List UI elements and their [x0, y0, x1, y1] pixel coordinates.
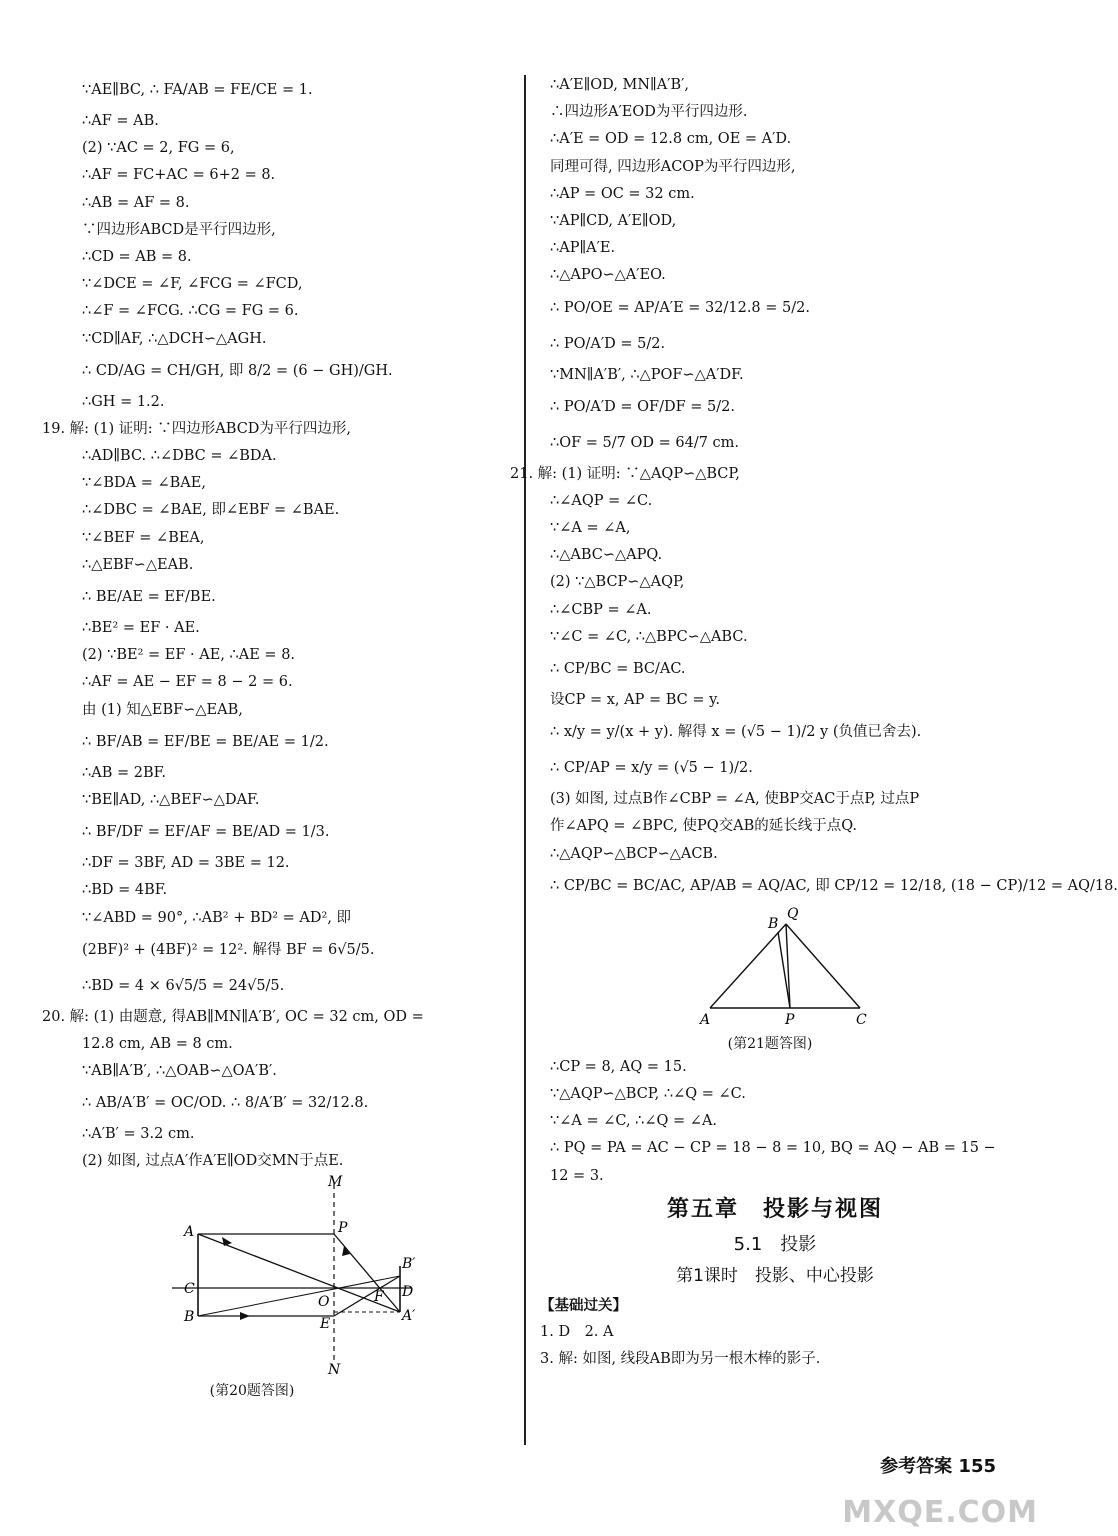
left-column	[42, 72, 512, 1399]
right-text-2-line: 12 = 3.	[550, 1167, 604, 1184]
left-text-line: ∴AF = FC+AC = 6+2 = 8.	[82, 167, 276, 184]
right-solution-text	[510, 72, 1118, 904]
right-text-line: ∴ PO/A′D = OF/DF = 5/2.	[550, 398, 735, 415]
right-text-line: ∴△APO∽△A′EO.	[550, 267, 666, 284]
left-text-line: (2BF)² + (4BF)² = 12². 解得 BF = 6√5/5.	[82, 941, 375, 958]
fig20-label-F: F	[374, 1288, 384, 1305]
right-solution-text-2	[540, 1054, 1010, 1190]
right-text-2-line: ∴ PQ = PA = AC − CP = 18 − 8 = 10, BQ = AQ − AB = 15 −	[550, 1140, 996, 1157]
fig21-label-A: A	[700, 1011, 711, 1028]
right-text-line: ∴ CP/BC = BC/AC, AP/AB = AQ/AC, 即 CP/12 = 12/18, (18 − CP)/12 = AQ/18.	[550, 877, 1118, 894]
right-text-2-line: ∴CP = 8, AQ = 15.	[550, 1058, 687, 1075]
fig20-label-D: D	[402, 1283, 414, 1300]
answer-line-2: 3. 解: 如图, 线段AB即为另一根木棒的影子.	[540, 1351, 821, 1368]
left-text-line: ∴ CD/AG = CH/GH, 即 8/2 = (6 − GH)/GH.	[82, 362, 393, 379]
left-text-line: ∴CD = AB = 8.	[82, 248, 192, 265]
right-text-line: ∴∠AQP = ∠C.	[550, 492, 653, 509]
figure-20	[72, 1173, 512, 1399]
left-text-line: ∴ BE/AE = EF/BE.	[82, 589, 216, 605]
right-text-line: ∴A′E∥OD, MN∥A′B′,	[550, 77, 690, 93]
left-text-line: ∴GH = 1.2.	[82, 393, 165, 410]
left-text-line: ∵∠BDA = ∠BAE,	[82, 475, 206, 492]
figure-21-caption: (第21题答图)	[727, 1035, 813, 1052]
right-text-line: ∴ PO/A′D = 5/2.	[550, 335, 666, 352]
left-text-line: ∵四边形ABCD是平行四边形,	[82, 221, 276, 238]
left-text-line: ∴∠DBC = ∠BAE, 即∠EBF = ∠BAE.	[82, 502, 340, 519]
left-text-line: 由 (1) 知△EBF∽△EAB,	[82, 701, 243, 718]
left-text-line: ∵∠ABD = 90°, ∴AB² + BD² = AD², 即	[82, 909, 352, 926]
page-footer: 参考答案 155	[880, 1456, 996, 1477]
left-text-line: ∴△EBF∽△EAB.	[82, 556, 194, 573]
left-text-line: ∵∠DCE = ∠F, ∠FCG = ∠FCD,	[82, 276, 303, 293]
left-text-line: 12.8 cm, AB = 8 cm.	[82, 1035, 233, 1052]
left-text-line: ∵AB∥A′B′, ∴△OAB∽△OA′B′.	[82, 1063, 277, 1080]
right-text-line: ∵MN∥A′B′, ∴△POF∽△A′DF.	[550, 366, 744, 383]
fig20-label-P: P	[338, 1219, 348, 1236]
answer-line-1: 1. D 2. A	[540, 1323, 614, 1340]
right-text-line: ∴△ABC∽△APQ.	[550, 547, 663, 564]
left-text-line: ∵AE∥BC, ∴ FA/AB = FE/CE = 1.	[82, 82, 313, 98]
left-text-line: ∴AF = AB.	[82, 113, 159, 129]
right-text-line: ∴OF = 5/7 OD = 64/7 cm.	[550, 434, 740, 451]
figure-20-diagram	[72, 1173, 512, 1378]
fig20-label-E: E	[320, 1315, 331, 1332]
fig21-label-P: P	[785, 1011, 795, 1028]
fig21-label-B: B	[768, 915, 779, 932]
watermark-logo: MXQE.COM	[842, 1495, 1038, 1530]
left-text-line: (2) ∵AC = 2, FG = 6,	[82, 140, 235, 157]
fig20-label-Bprime: B′	[402, 1255, 416, 1272]
left-text-line: 19. 解: (1) 证明: ∵四边形ABCD为平行四边形,	[42, 420, 352, 437]
right-text-line: ∴A′E = OD = 12.8 cm, OE = A′D.	[550, 131, 792, 148]
left-text-line: (2) 如图, 过点A′作A′E∥OD交MN于点E.	[82, 1153, 344, 1170]
right-text-line: ∵∠A = ∠A,	[550, 520, 631, 537]
fig20-label-B: B	[184, 1308, 195, 1325]
fig20-label-M: M	[328, 1173, 343, 1190]
left-text-line: ∴AB = 2BF.	[82, 764, 167, 781]
right-text-line: ∴ CP/AP = x/y = (√5 − 1)/2.	[550, 760, 753, 777]
right-text-line: ∴∠CBP = ∠A.	[550, 601, 652, 618]
left-text-line: ∴BE² = EF · AE.	[82, 620, 200, 636]
right-text-line: (2) ∵△BCP∽△AQP,	[550, 574, 685, 591]
left-text-line: ∴AB = AF = 8.	[82, 194, 190, 211]
right-text-line: ∴ PO/OE = AP/A′E = 32/12.8 = 5/2.	[550, 299, 810, 316]
fig20-label-Aprime: A′	[402, 1307, 416, 1324]
left-text-line: ∴ BF/DF = EF/AF = BE/AD = 1/3.	[82, 824, 330, 841]
section-title: 5.1 投影	[733, 1233, 817, 1255]
basic-practice-label: 【基础过关】	[540, 1296, 627, 1314]
right-text-line: ∴四边形A′EOD为平行四边形.	[550, 104, 748, 121]
fig21-label-C: C	[856, 1011, 867, 1028]
left-text-line: ∴A′B′ = 3.2 cm.	[82, 1126, 195, 1143]
left-text-line: ∴ AB/A′B′ = OC/OD. ∴ 8/A′B′ = 32/12.8.	[82, 1095, 369, 1112]
left-text-line: ∴∠F = ∠FCG. ∴CG = FG = 6.	[82, 303, 299, 320]
left-text-line: ∴AF = AE − EF = 8 − 2 = 6.	[82, 674, 293, 691]
lesson-title: 第1课时 投影、中心投影	[676, 1265, 874, 1286]
column-divider	[524, 75, 526, 1445]
fig20-label-N: N	[328, 1361, 341, 1378]
left-text-line: 20. 解: (1) 由题意, 得AB∥MN∥A′B′, OC = 32 cm, OD =	[42, 1008, 424, 1025]
left-text-line: ∴ BF/AB = EF/BE = BE/AE = 1/2.	[82, 733, 329, 750]
right-text-2-line: ∵△AQP∽△BCP, ∴∠Q = ∠C.	[550, 1085, 746, 1102]
fig21-label-Q: Q	[787, 905, 799, 922]
right-column	[510, 72, 1118, 1373]
right-text-line: ∴ x/y = y/(x + y). 解得 x = (√5 − 1)/2 y (负值已舍去).	[550, 724, 922, 741]
left-text-line: ∵BE∥AD, ∴△BEF∽△DAF.	[82, 791, 260, 808]
fig20-label-A: A	[184, 1223, 195, 1240]
chapter-title: 第五章 投影与视图	[666, 1196, 883, 1222]
right-text-line: 同理可得, 四边形ACOP为平行四边形,	[550, 158, 796, 175]
right-text-line: ∴△AQP∽△BCP∽△ACB.	[550, 845, 718, 862]
left-solution-text	[42, 72, 512, 1176]
right-text-line: ∴AP = OC = 32 cm.	[550, 185, 695, 202]
right-text-line: ∴AP∥A′E.	[550, 240, 616, 257]
fig20-label-O: O	[318, 1293, 330, 1310]
fig20-label-C: C	[184, 1280, 195, 1297]
right-text-line: ∵∠C = ∠C, ∴△BPC∽△ABC.	[550, 628, 748, 645]
figure-21-diagram	[540, 904, 1010, 1029]
left-text-line: (2) ∵BE² = EF · AE, ∴AE = 8.	[82, 647, 296, 664]
right-text-line: ∴ CP/BC = BC/AC.	[550, 661, 686, 677]
left-text-line: ∵∠BEF = ∠BEA,	[82, 529, 205, 546]
left-text-line: ∴BD = 4BF.	[82, 882, 168, 899]
left-text-line: ∵CD∥AF, ∴△DCH∽△AGH.	[82, 330, 267, 347]
left-text-line: ∴BD = 4 × 6√5/5 = 24√5/5.	[82, 977, 285, 994]
right-text-line: 设CP = x, AP = BC = y.	[550, 692, 720, 708]
right-text-line: ∵AP∥CD, A′E∥OD,	[550, 212, 677, 229]
left-text-line: ∴DF = 3BF, AD = 3BE = 12.	[82, 855, 290, 872]
right-text-line: 作∠APQ = ∠BPC, 使PQ交AB的延长线于点Q.	[550, 818, 858, 835]
right-text-line: 21. 解: (1) 证明: ∵△AQP∽△BCP,	[510, 465, 740, 482]
right-text-2-line: ∵∠A = ∠C, ∴∠Q = ∠A.	[550, 1113, 718, 1130]
figure-20-caption: (第20题答图)	[209, 1382, 295, 1399]
left-text-line: ∴AD∥BC. ∴∠DBC = ∠BDA.	[82, 448, 277, 465]
figure-21	[540, 904, 1010, 1054]
right-text-line: (3) 如图, 过点B作∠CBP = ∠A, 使BP交AC于点P, 过点P	[550, 791, 920, 808]
